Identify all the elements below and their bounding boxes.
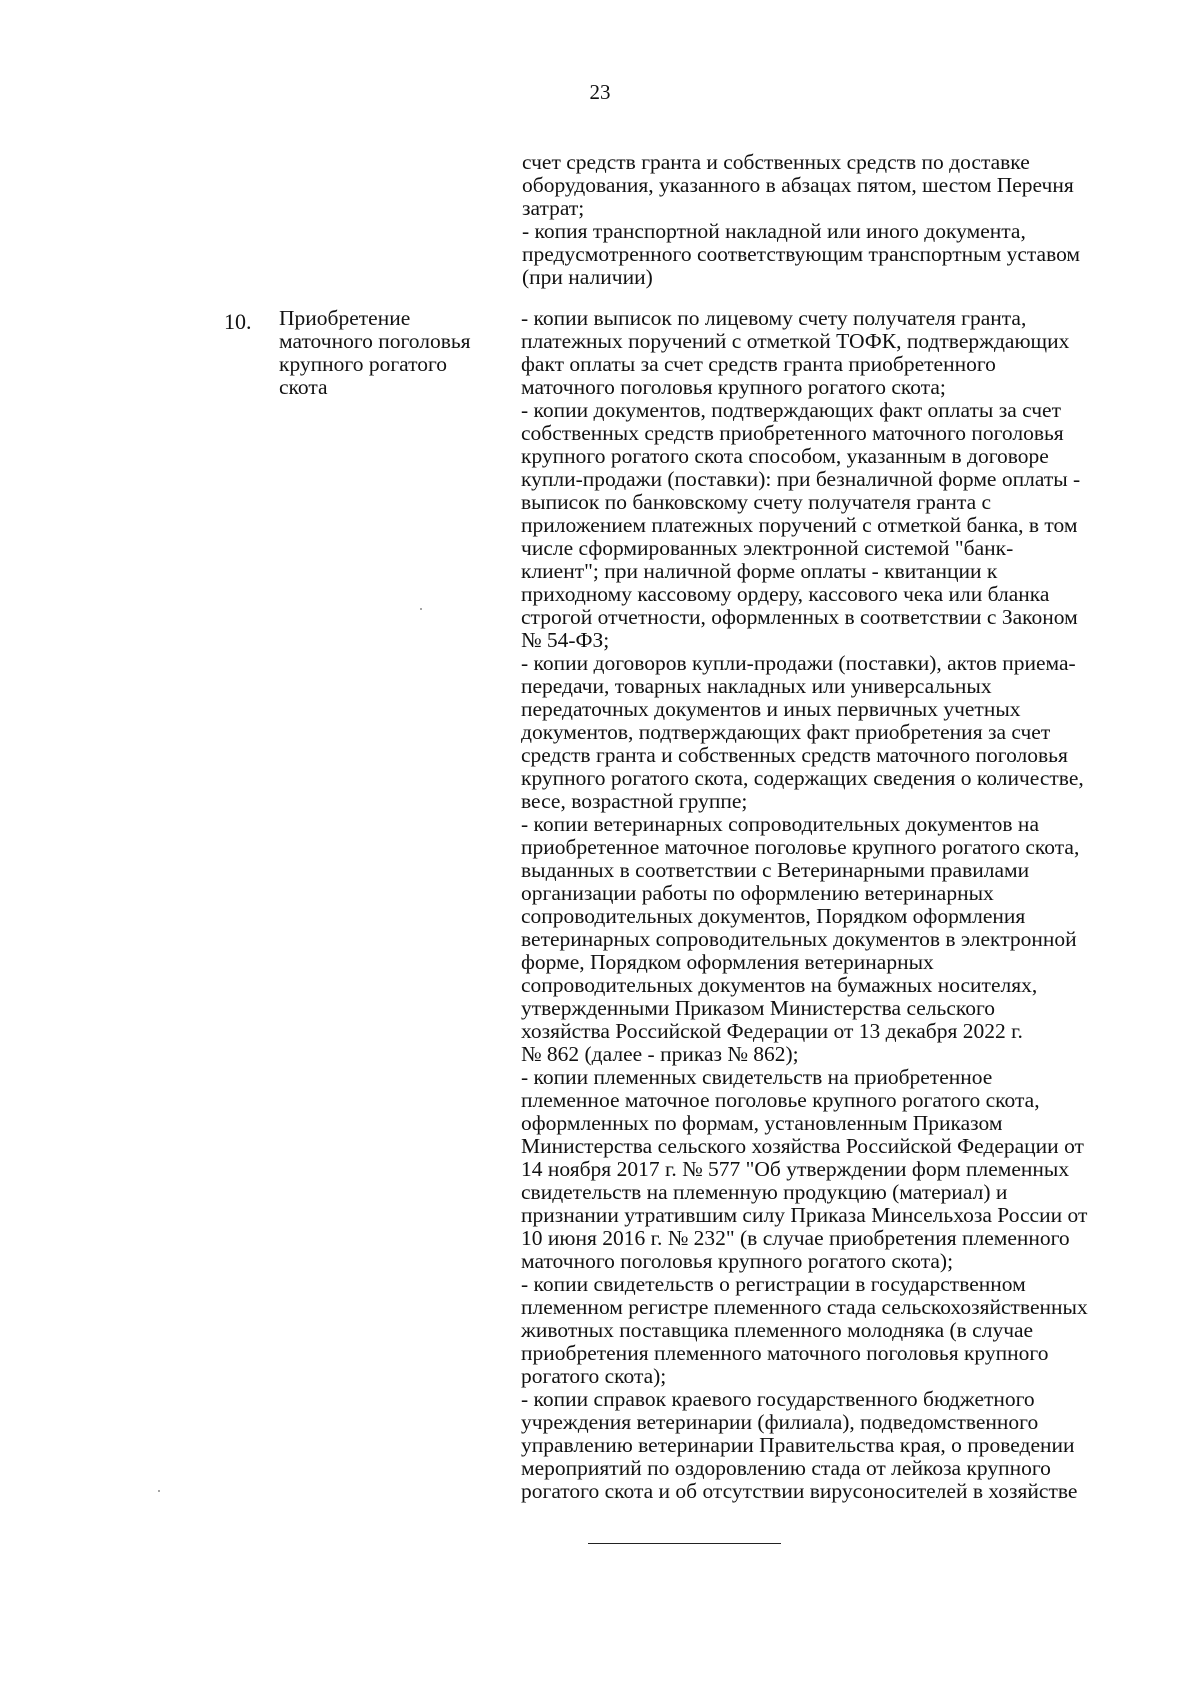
document-line: факт оплаты за счет средств гранта приобретенного bbox=[521, 352, 996, 376]
document-line: передаточных документов и иных первичных учетных bbox=[521, 697, 1021, 721]
document-line: весе, возрастной группе; bbox=[521, 789, 748, 813]
document-line: № 54-ФЗ; bbox=[521, 628, 610, 652]
document-line: - копии договоров купли-продажи (поставки), актов приема- bbox=[521, 651, 1076, 675]
document-line: - копии ветеринарных сопроводительных документов на bbox=[521, 812, 1039, 836]
document-line: учреждения ветеринарии (филиала), подведомственного bbox=[521, 1410, 1039, 1434]
document-line: племенное маточное поголовье крупного рогатого скота, bbox=[521, 1088, 1040, 1112]
document-line: выданных в соответствии с Ветеринарными правилами bbox=[521, 858, 1030, 882]
document-line: племенном регистре племенного стада сельскохозяйственных bbox=[521, 1295, 1088, 1319]
document-line: крупного рогатого скота способом, указанным в договоре bbox=[521, 444, 1049, 468]
document-line: животных поставщика племенного молодняка (в случае bbox=[521, 1318, 1034, 1342]
scan-speck bbox=[420, 608, 422, 610]
document-line: 14 ноября 2017 г. № 577 "Об утверждении форм племенных bbox=[521, 1157, 1070, 1181]
continuation-line: счет средств гранта и собственных средств по доставке bbox=[522, 150, 1030, 174]
item-title-line: маточного поголовья bbox=[279, 329, 471, 353]
document-line: приложением платежных поручений с отметкой банка, в том bbox=[521, 513, 1078, 537]
scan-speck bbox=[158, 1490, 160, 1492]
document-line: организации работы по оформлению ветеринарных bbox=[521, 881, 994, 905]
document-line: - копии выписок по лицевому счету получателя гранта, bbox=[521, 306, 1027, 330]
item-title-line: скота bbox=[279, 375, 328, 399]
document-line: числе сформированных электронной системой "банк- bbox=[521, 536, 1014, 560]
page-number: 23 bbox=[589, 80, 611, 104]
document-line: Министерства сельского хозяйства Российской Федерации от bbox=[521, 1134, 1084, 1158]
document-line: мероприятий по оздоровлению стада от лейкоза крупного bbox=[521, 1456, 1051, 1480]
document-line: - копии племенных свидетельств на приобретенное bbox=[521, 1065, 993, 1089]
document-line: приходному кассовому ордеру, кассового чека или бланка bbox=[521, 582, 1050, 606]
document-line: ветеринарных сопроводительных документов в электронной bbox=[521, 927, 1077, 951]
document-line: собственных средств приобретенного маточного поголовья bbox=[521, 421, 1064, 445]
document-line: передачи, товарных накладных или универсальных bbox=[521, 674, 992, 698]
item-title-line: Приобретение bbox=[279, 306, 411, 330]
continuation-line: (при наличии) bbox=[522, 265, 653, 289]
document-line: приобретения племенного маточного поголовья крупного bbox=[521, 1341, 1049, 1365]
document-line: оформленных по формам, установленным Приказом bbox=[521, 1111, 1003, 1135]
item-title-line: крупного рогатого bbox=[279, 352, 448, 376]
document-line: клиент"; при наличной форме оплаты - квитанции к bbox=[521, 559, 998, 583]
document-line: 10 июня 2016 г. № 232" (в случае приобретения племенного bbox=[521, 1226, 1070, 1250]
document-line: признании утратившим силу Приказа Минсельхоза России от bbox=[521, 1203, 1088, 1227]
document-line: купли-продажи (поставки): при безналичной форме оплаты - bbox=[521, 467, 1081, 491]
document-line: маточного поголовья крупного рогатого скота; bbox=[521, 375, 946, 399]
document-line: рогатого скота и об отсутствии вирусоносителей в хозяйстве bbox=[521, 1479, 1078, 1503]
document-line: строгой отчетности, оформленных в соответствии с Законом bbox=[521, 605, 1078, 629]
continuation-line: затрат; bbox=[522, 196, 585, 220]
document-line: управлению ветеринарии Правительства края, о проведении bbox=[521, 1433, 1075, 1457]
document-line: свидетельств на племенную продукцию (материал) и bbox=[521, 1180, 1008, 1204]
document-line: хозяйства Российской Федерации от 13 декабря 2022 г. bbox=[521, 1019, 1023, 1043]
document-line: утвержденными Приказом Министерства сельского bbox=[521, 996, 996, 1020]
document-line: выписок по банковскому счету получателя гранта с bbox=[521, 490, 992, 514]
document-line: сопроводительных документов, Порядком оформления bbox=[521, 904, 1026, 928]
document-line: - копии свидетельств о регистрации в государственном bbox=[521, 1272, 1026, 1296]
document-line: средств гранта и собственных средств маточного поголовья bbox=[521, 743, 1068, 767]
continuation-line: оборудования, указанного в абзацах пятом, шестом Перечня bbox=[522, 173, 1074, 197]
document-line: рогатого скота); bbox=[521, 1364, 667, 1388]
document-line: форме, Порядком оформления ветеринарных bbox=[521, 950, 934, 974]
document-line: документов, подтверждающих факт приобретения за счет bbox=[521, 720, 1051, 744]
document-line: - копии справок краевого государственного бюджетного bbox=[521, 1387, 1035, 1411]
document-line: приобретенное маточное поголовье крупного рогатого скота, bbox=[521, 835, 1080, 859]
continuation-line: предусмотренного соответствующим транспортным уставом bbox=[522, 242, 1081, 266]
document-line: № 862 (далее - приказ № 862); bbox=[521, 1042, 799, 1066]
continuation-line: - копия транспортной накладной или иного документа, bbox=[522, 219, 1026, 243]
item-number: 10. bbox=[224, 309, 252, 334]
document-line: крупного рогатого скота, содержащих сведения о количестве, bbox=[521, 766, 1084, 790]
document-line: маточного поголовья крупного рогатого скота); bbox=[521, 1249, 954, 1273]
document-line: - копии документов, подтверждающих факт оплаты за счет bbox=[521, 398, 1061, 422]
document-line: платежных поручений с отметкой ТОФК, подтверждающих bbox=[521, 329, 1070, 353]
footer-rule bbox=[588, 1543, 781, 1544]
document-line: сопроводительных документов на бумажных носителях, bbox=[521, 973, 1038, 997]
